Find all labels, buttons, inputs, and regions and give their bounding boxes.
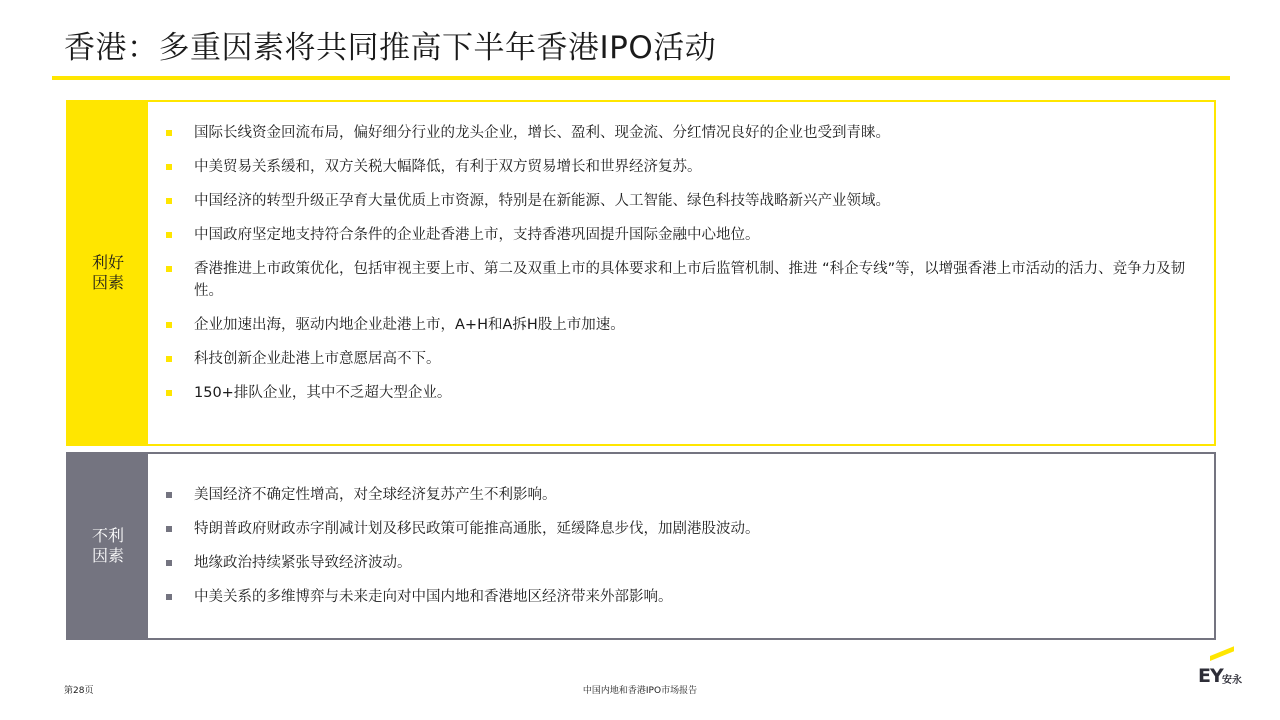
- list-item: 中国政府坚定地支持符合条件的企业赴香港上市，支持香港巩固提升国际金融中心地位。: [148, 224, 1204, 246]
- favorable-factors-panel: [66, 100, 1216, 446]
- list-item: 150+排队企业，其中不乏超大型企业。: [148, 382, 1204, 404]
- bullet-square-icon: [166, 356, 172, 362]
- unfavorable-list: [148, 484, 1204, 620]
- list-item: 香港推进上市政策优化，包括审视主要上市、第二及双重上市的具体要求和上市后监管机制、推进 “科企专线”等，以增强香港上市活动的活力、竞争力及韧性。: [148, 258, 1204, 302]
- favorable-list: [148, 122, 1204, 416]
- list-item: 国际长线资金回流布局，偏好细分行业的龙头企业，增长、盈利、现金流、分红情况良好的企业也受到青睐。: [148, 122, 1204, 144]
- bullet-square-icon: [166, 232, 172, 238]
- bullet-square-icon: [166, 164, 172, 170]
- list-item: 特朗普政府财政赤字削减计划及移民政策可能推高通胀，延缓降息步伐，加剧港股波动。: [148, 518, 1204, 540]
- bullet-square-icon: [166, 492, 172, 498]
- list-item: 美国经济不确定性增高，对全球经济复苏产生不利影响。: [148, 484, 1204, 506]
- ey-logo: [1198, 656, 1250, 692]
- favorable-label: 利好 因素: [91, 253, 124, 292]
- logo-ey-text: EY: [1198, 665, 1223, 687]
- bullet-square-icon: [166, 198, 172, 204]
- unfavorable-factors-panel: [66, 452, 1216, 640]
- title-underline: [52, 76, 1230, 80]
- bullet-square-icon: [166, 266, 172, 272]
- bullet-square-icon: [166, 594, 172, 600]
- page-number: 第28页: [64, 686, 94, 696]
- list-item: 中国经济的转型升级正孕育大量优质上市资源，特别是在新能源、人工智能、绿色科技等战略新兴产业领域。: [148, 190, 1204, 212]
- favorable-label-box: [68, 102, 148, 444]
- logo-cn-text: 安永: [1222, 675, 1242, 686]
- bullet-square-icon: [166, 560, 172, 566]
- list-item: 地缘政治持续紧张导致经济波动。: [148, 552, 1204, 574]
- list-item: 科技创新企业赴港上市意愿居高不下。: [148, 348, 1204, 370]
- unfavorable-label: 不利 因素: [91, 526, 124, 565]
- report-name: 中国内地和香港IPO市场报告: [582, 686, 698, 696]
- list-item: 中美关系的多维博弈与未来走向对中国内地和香港地区经济带来外部影响。: [148, 586, 1204, 608]
- bullet-square-icon: [166, 322, 172, 328]
- list-item: 企业加速出海，驱动内地企业赴港上市，A+H和A拆H股上市加速。: [148, 314, 1204, 336]
- page-title: 香港：多重因素将共同推高下半年香港IPO活动: [64, 30, 717, 66]
- logo-beam-icon: [1210, 646, 1234, 661]
- list-item: 中美贸易关系缓和，双方关税大幅降低，有利于双方贸易增长和世界经济复苏。: [148, 156, 1204, 178]
- bullet-square-icon: [166, 130, 172, 136]
- bullet-square-icon: [166, 526, 172, 532]
- unfavorable-label-box: [68, 454, 148, 638]
- bullet-square-icon: [166, 390, 172, 396]
